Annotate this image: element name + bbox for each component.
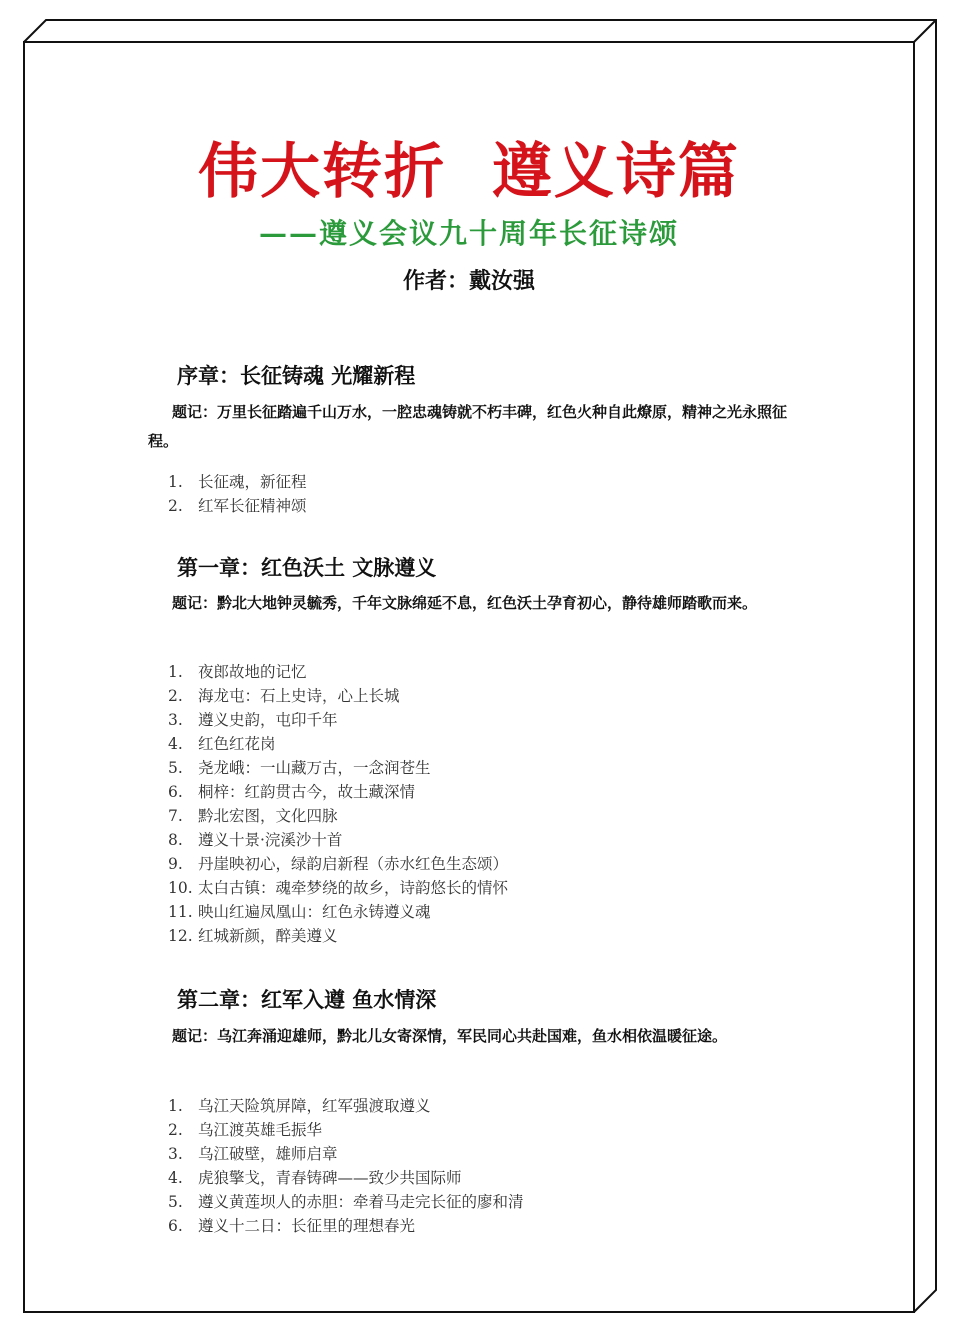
chapter-heading: 序章：长征铸魂 光耀新程	[177, 363, 416, 388]
poem-list	[168, 660, 508, 948]
list-item[interactable]: 5. 遵义黄莲坝人的赤胆：牵着马走完长征的廖和清	[168, 1193, 524, 1211]
list-item[interactable]: 3. 乌江破壁，雄师启章	[168, 1145, 338, 1163]
author-line: 作者：戴汝强	[402, 268, 535, 294]
list-item[interactable]: 5. 尧龙峨：一山藏万古，一念润苍生	[168, 759, 431, 777]
chapter-heading: 第二章：红军入遵 鱼水情深	[177, 987, 437, 1012]
poem-list	[168, 470, 307, 518]
list-item[interactable]: 10. 太白古镇：魂牵梦绕的故乡，诗韵悠长的情怀	[168, 879, 509, 897]
chapter-heading: 第一章：红色沃土 文脉遵义	[177, 555, 437, 580]
list-item[interactable]: 6. 遵义十二日：长征里的理想春光	[168, 1217, 416, 1235]
list-item[interactable]: 3. 遵义史韵，屯印千年	[168, 711, 338, 729]
list-item[interactable]: 9. 丹崖映初心，绿韵启新程（赤水红色生态颂）	[168, 855, 509, 873]
document-page	[24, 42, 914, 1312]
list-item[interactable]: 1. 乌江天险筑屏障，红军强渡取遵义	[168, 1097, 431, 1115]
list-item[interactable]: 8. 遵义十景·浣溪沙十首	[168, 831, 343, 849]
list-item[interactable]: 2. 乌江渡英雄毛振华	[168, 1121, 323, 1139]
list-item[interactable]: 1. 夜郎故地的记忆	[168, 663, 307, 681]
chapter-epigraph: 题记：万里长征踏遍千山万水，一腔忠魂铸就不朽丰碑，红色火种自此燎原，精神之光永照征程。	[148, 403, 788, 450]
list-item[interactable]: 4. 红色红花岗	[168, 735, 276, 753]
list-item[interactable]: 12. 红城新颜，醉美遵义	[168, 927, 338, 945]
chapter-epigraph: 题记：黔北大地钟灵毓秀，千年文脉绵延不息，红色沃土孕育初心，静待雄师踏歌而来。	[172, 594, 758, 612]
document-subtitle: ——遵义会议九十周年长征诗颂	[258, 217, 679, 250]
list-item[interactable]: 6. 桐梓：红韵贯古今，故土藏深情	[168, 783, 416, 801]
chapter-epigraph: 题记：乌江奔涌迎雄师，黔北儿女寄深情，军民同心共赴国难，鱼水相依温暖征途。	[172, 1027, 728, 1045]
list-item[interactable]: 11. 映山红遍凤凰山：红色永铸遵义魂	[168, 903, 431, 921]
list-item[interactable]: 7. 黔北宏图，文化四脉	[168, 807, 338, 825]
list-item[interactable]: 2. 海龙屯：石上史诗，心上长城	[168, 687, 400, 705]
document-title: 伟大转折 遵义诗篇	[198, 137, 740, 207]
list-item[interactable]: 4. 虎狼擎戈，青春铸碑——致少共国际师	[168, 1169, 462, 1187]
list-item[interactable]: 2. 红军长征精神颂	[168, 497, 307, 515]
list-item[interactable]: 1. 长征魂，新征程	[168, 473, 307, 491]
poem-list	[168, 1094, 524, 1238]
